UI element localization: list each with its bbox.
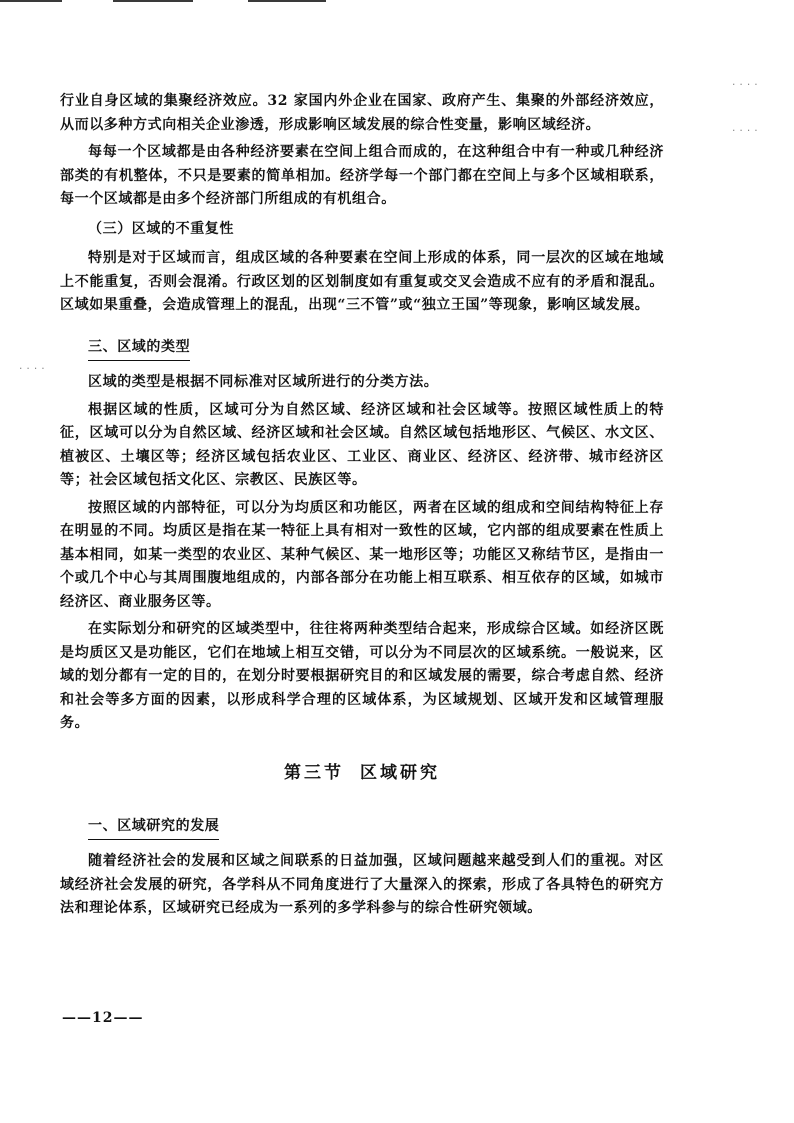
paragraph-types-2: 根据区域的性质，区域可分为自然区域、经济区域和社会区域等。按照区域性质上的特征，区域可以分为自然区域、经济区域和社会区域。自然区域包括地形区、气候区、水文区、植被区、土壤区等；经济区域包括农业区、工业区、商业区、经济区、经济带、城市经济区等；社会区域包括文化区、宗教区、民族区等。 [60,401,664,488]
paragraph-bottom-1: 随着经济社会的发展和区域之间联系的日益加强，区域问题越来越受到人们的重视。对区域经济社会发展的研究，各学科从不同角度进行了大量深入的探索，形成了各具特色的研究方法和理论体系，区域研究已经成为一系列的多学科参与的综合性研究领域。 [60,853,664,916]
margin-dots-right-1: .... [731,78,761,88]
section-title [60,758,664,783]
paragraph-types-1: 区域的类型是根据不同标准对区域所进行的分类方法。 [88,374,439,390]
margin-dots-left: .... [18,362,48,372]
subheading-region-types: 三、区域的类型 [88,336,190,362]
scan-mark-2 [113,0,193,2]
paragraph-types-3: 按照区域的内部特征，可以分为均质区和功能区，两者在区域的组成和空间结构特征上存在明显的不同。均质区是指在某一特征上具有相对一致性的区域，它内部的组成要素在性质上基本相同，如某一类型的农业区、某种气候区、某一地形区等；功能区又称结节区，是指由一个或几个中心与其周围腹地组成的，内部各部分在功能上相互联系、相互依存的区域，如城市经济区、商业服务区等。 [60,499,664,610]
page-number: ——12—— [62,1010,144,1026]
section-number: 第三节 [284,762,344,783]
paragraph-types-4: 在实际划分和研究的区域类型中，往往将两种类型结合起来，形成综合区域。如经济区既是均质区又是功能区，它们在地域上相互交错，可以分为不同层次的区域系统。一般说来，区域的划分都有一定的目的，在划分时要根据研究目的和区域发展的需要，综合考虑自然、经济和社会等多方面的因素，以形成科学合理的区域体系，为区域规划、区域开发和区域管理服务。 [60,621,664,731]
section-name: 区域研究 [360,762,440,783]
subheading-research-development: 一、区域研究的发展 [88,815,219,841]
page-body [60,90,664,925]
paragraph-non-overlap: 特别是对于区域而言，组成区域的各种要素在空间上形成的体系，同一层次的区域在地域上不能重复，否则会混淆。行政区划的区划制度如有重复或交叉会造成不应有的矛盾和混乱。区域如果重叠，会造成管理上的混乱，出现“三不管”或“独立王国”等现象，影响区域发展。 [60,250,664,313]
paragraph-top-2: 每每一个区域都是由各种经济要素在空间上组合而成的，在这种组合中有一种或几种经济部类的有机整体，不只是要素的简单相加。经济学每一个部门都在空间上与多个区域相联系，每一个区域都是由多个经济部门所组成的有机组合。 [60,144,664,207]
paragraph-top-1: 行业自身区域的集聚经济效应。32 家国内外企业在国家、政府产生、集聚的外部经济效应，从而以多种方式向相关企业渗透，形成影响区域发展的综合性变量，影响区域经济。 [60,93,664,133]
scan-mark-1 [0,0,62,2]
subheading-non-overlap: （三）区域的不重复性 [88,220,234,237]
scan-mark-3 [248,0,326,2]
margin-dots-right-2: .... [731,124,761,134]
